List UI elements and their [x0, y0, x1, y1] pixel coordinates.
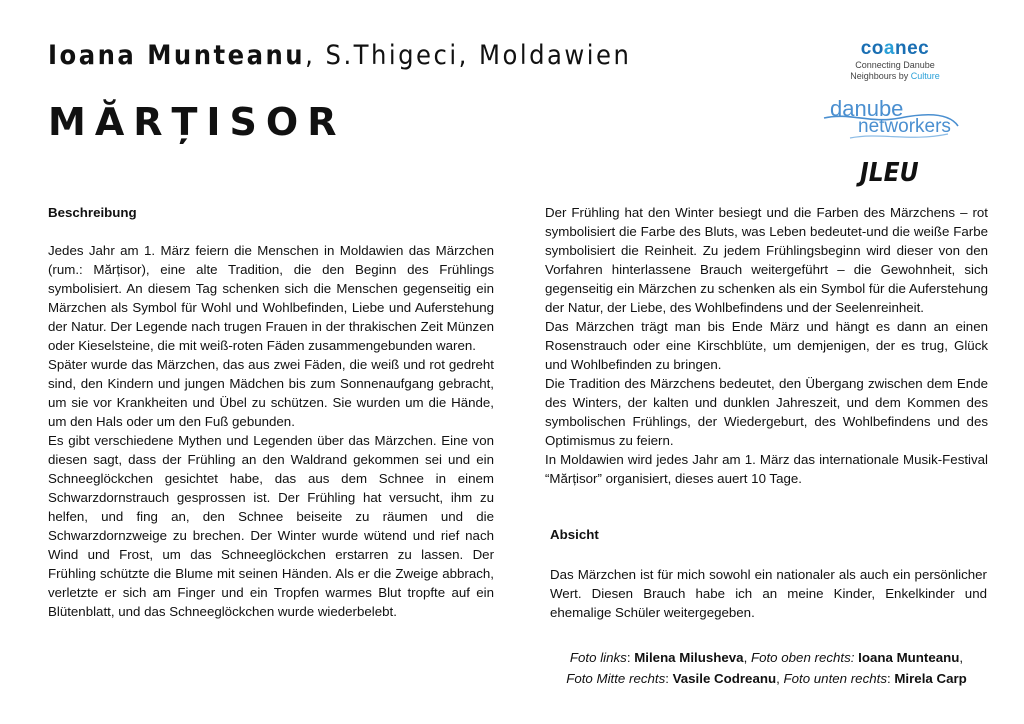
- beschreibung-heading: Beschreibung: [48, 205, 137, 220]
- networkers-word: networkers: [858, 116, 951, 137]
- credit-name-2: Ioana Munteanu: [858, 650, 960, 665]
- author-line: [48, 40, 631, 71]
- photo-credits: [545, 647, 988, 689]
- right-column: [545, 203, 988, 488]
- coanec-part-co: co: [860, 38, 884, 59]
- credits-line-2: Foto Mitte rechts: Vasile Codreanu, Foto unten rechts: Mirela Carp: [566, 671, 967, 686]
- credit-name-1: Milena Milusheva: [634, 650, 744, 665]
- coanec-tagline-neighbours: Neighbours by: [850, 71, 909, 81]
- logo-area: [820, 38, 970, 198]
- credit-label-3: Foto Mitte rechts: [566, 671, 666, 686]
- right-paragraph-1: Der Frühling hat den Winter besiegt und die Farben des Märzchens – rot symbolisiert die Farbe des Bluts, was Leben bedeutet-und die weiße Farbe symbolisiert die Reinheit. Zu jedem Frühlingsbeginn wird dieser von den Vorfahren hinterlassene Brauch weitergeführt – die Gewohnheit, sich gegenseitig ein Märzchen zu schenken als ein Symbol für die Auferstehung der Natur, der Liebe, des Wohlbefindens und der Seelenreinheit.: [545, 205, 988, 315]
- coanec-tagline-line-1: Connecting Danube: [855, 60, 935, 70]
- credit-name-3: Vasile Codreanu: [672, 671, 777, 686]
- right-paragraph-4: In Moldawien wird jedes Jahr am 1. März das internationale Musik-Festival “Mărțisor” organisiert, dieses auert 10 Tage.: [545, 452, 988, 486]
- author-name: Ioana Munteanu: [48, 40, 306, 71]
- coanec-logo: [840, 38, 950, 82]
- coanec-part-nec: nec: [895, 38, 930, 59]
- danube-word: danube: [830, 96, 904, 121]
- absicht-heading: Absicht: [550, 527, 599, 542]
- page-heading: MĂRȚISOR: [48, 100, 346, 144]
- credit-label-1: Foto links: [569, 650, 627, 665]
- coanec-part-a: a: [883, 38, 895, 59]
- coanec-tagline-culture: Culture: [910, 71, 940, 81]
- spacer: [48, 222, 494, 241]
- danube-networkers-logo: [820, 96, 970, 146]
- coanec-tagline-line-2: [840, 71, 950, 82]
- credit-label-2: Foto oben rechts:: [750, 650, 855, 665]
- coanec-wordmark: [840, 38, 950, 60]
- right-paragraph-3: Die Tradition des Märzchens bedeutet, den Übergang zwischen dem Ende des Winters, der kalten und dunklen Jahreszeit, und dem Kommen des symbolischen Frühlings, der Wiedergeburt, des Wohlbefindens und des Optimismus zu feiern.: [545, 376, 988, 448]
- left-paragraph-3: Es gibt verschiedene Mythen und Legenden über das Märzchen. Eine von diesen sagt, dass der Frühling an den Waldrand gekommen sei und ein Schneeglöckchen gesichtet habe, das aus dem Schnee in einem Schwarzdornstrauch gesprossen ist. Der Frühling hat versucht, ihm zu helfen, und fing an, den Schnee beiseite zu räumen und die Schwarzdornzweige zu brechen. Der Winter wurde wütend und rief nach Wind und Frost, um das Schneeglöckchen erstarren zu lassen. Der Frühling schützte die Blume mit seinen Händen. Als er die Zweige abbrach, verletzte er sich am Finger und ein Tropfen warmes Blut tropfte auf ein Blütenblatt, und das Schneeglöckchen wurde wiederbelebt.: [48, 433, 494, 619]
- left-paragraph-2: Später wurde das Märzchen, das aus zwei Fäden, die weiß und rot gedreht sind, den Kindern und jungen Mädchen bis zum Sonnenaufgang gebracht, um sie vor Krankheiten und Übel zu schützen. Sie wurden um die Hände, um den Hals oder um den Fuß gebunden.: [48, 357, 494, 429]
- credit-name-4: Mirela Carp: [894, 671, 967, 686]
- coanec-tagline: [840, 60, 950, 82]
- credits-line-1: Foto links: Milena Milusheva, Foto oben rechts: Ioana Munteanu,: [569, 650, 964, 665]
- absicht-text: Das Märzchen ist für mich sowohl ein nationaler als auch ein persönlicher Wert. Diesen Brauch habe ich an meine Kinder, Enkelkinder und ehemalige Schüler weitergegeben.: [550, 567, 987, 620]
- right-paragraph-2: Das Märzchen trägt man bis Ende März und hängt es dann an einen Rosenstrauch oder eine Kirschblüte, um demjenigen, der es trug, Glück und Wohlbefinden zu bringen.: [545, 319, 988, 372]
- author-location: , S.Thigeci, Moldawien: [305, 40, 632, 71]
- left-paragraph-1: Jedes Jahr am 1. März feiern die Menschen in Moldawien das Märzchen (rum.: Mărțisor), eine alte Tradition, die den Beginn des Frühlings symbolisiert. An diesem Tag schenken sich die Menschen gegenseitig ein Märzchen als Symbol für Wohl und Wohlbefinden, Liebe und Auferstehung der Natur. Der Legende nach trugen Frauen in der thrakischen Zeit Münzen oder Kieselsteine, die mit weiß-roten Fäden zusammengebunden waren.: [48, 243, 494, 353]
- credit-label-4: Foto unten rechts: [783, 671, 887, 686]
- jleu-logo: JLEU: [860, 158, 919, 188]
- left-column: [48, 203, 494, 621]
